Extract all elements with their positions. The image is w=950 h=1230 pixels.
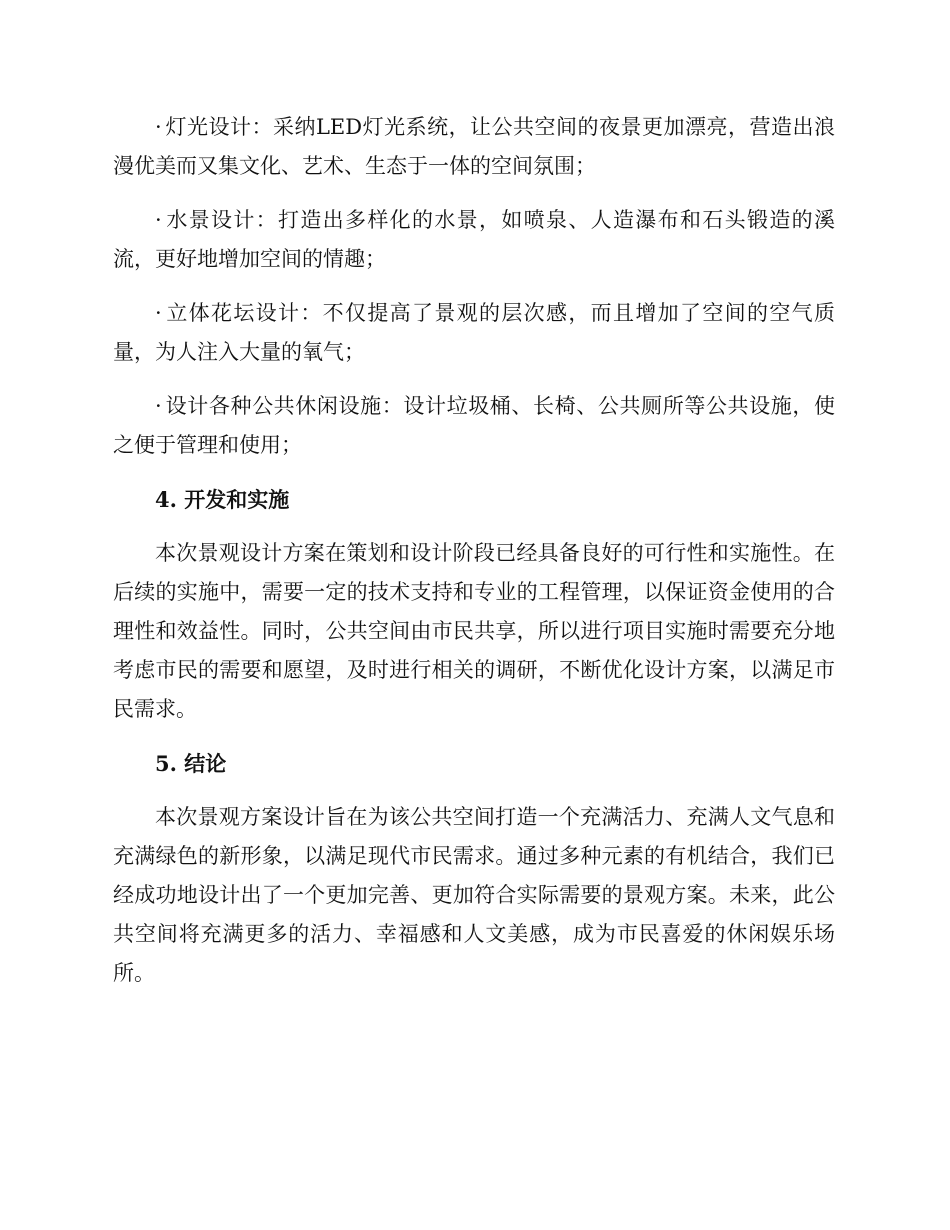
bullet-text: 设计各种公共休闲设施：设计垃圾桶、长椅、公共厕所等公共设施，使之便于管理和使用；: [113, 394, 835, 457]
bullet-text: 灯光设计：采纳LED灯光系统，让公共空间的夜景更加漂亮，营造出浪漫优美而又集文化、艺术、生态于一体的空间氛围；: [113, 115, 835, 178]
document-page: [113, 108, 835, 1008]
bullet-mark: ·: [155, 208, 162, 232]
bullet-facilities: [113, 387, 835, 465]
section-heading-development: 4. 开发和实施: [155, 487, 290, 512]
section-body-conclusion: 本次景观方案设计旨在为该公共空间打造一个充满活力、充满人文气息和充满绿色的新形象，以满足现代市民需求。通过多种元素的有机结合，我们已经成功地设计出了一个更加完善、更加符合实际需要的景观方案。未来，此公共空间将充满更多的活力、幸福感和人文美感，成为市民喜爱的休闲娱乐场所。: [113, 805, 835, 985]
section-heading-conclusion: 5. 结论: [155, 751, 227, 776]
bullet-mark: ·: [155, 394, 162, 418]
bullet-mark: ·: [155, 301, 162, 325]
section-body-development: 本次景观设计方案在策划和设计阶段已经具备良好的可行性和实施性。在后续的实施中，需要一定的技术支持和专业的工程管理，以保证资金使用的合理性和效益性。同时，公共空间由市民共享，所以进行项目实施时需要充分地考虑市民的需要和愿望，及时进行相关的调研，不断优化设计方案，以满足市民需求。: [113, 541, 835, 721]
bullet-text: 水景设计：打造出多样化的水景，如喷泉、人造瀑布和石头锻造的溪流，更好地增加空间的情趣；: [113, 208, 835, 271]
bullet-lighting: [113, 108, 835, 186]
bullet-text: 立体花坛设计：不仅提高了景观的层次感，而且增加了空间的空气质量，为人注入大量的氧气；: [113, 301, 835, 364]
bullet-flowerbed: [113, 294, 835, 372]
bullet-mark: ·: [155, 115, 162, 139]
bullet-waterscape: [113, 201, 835, 279]
